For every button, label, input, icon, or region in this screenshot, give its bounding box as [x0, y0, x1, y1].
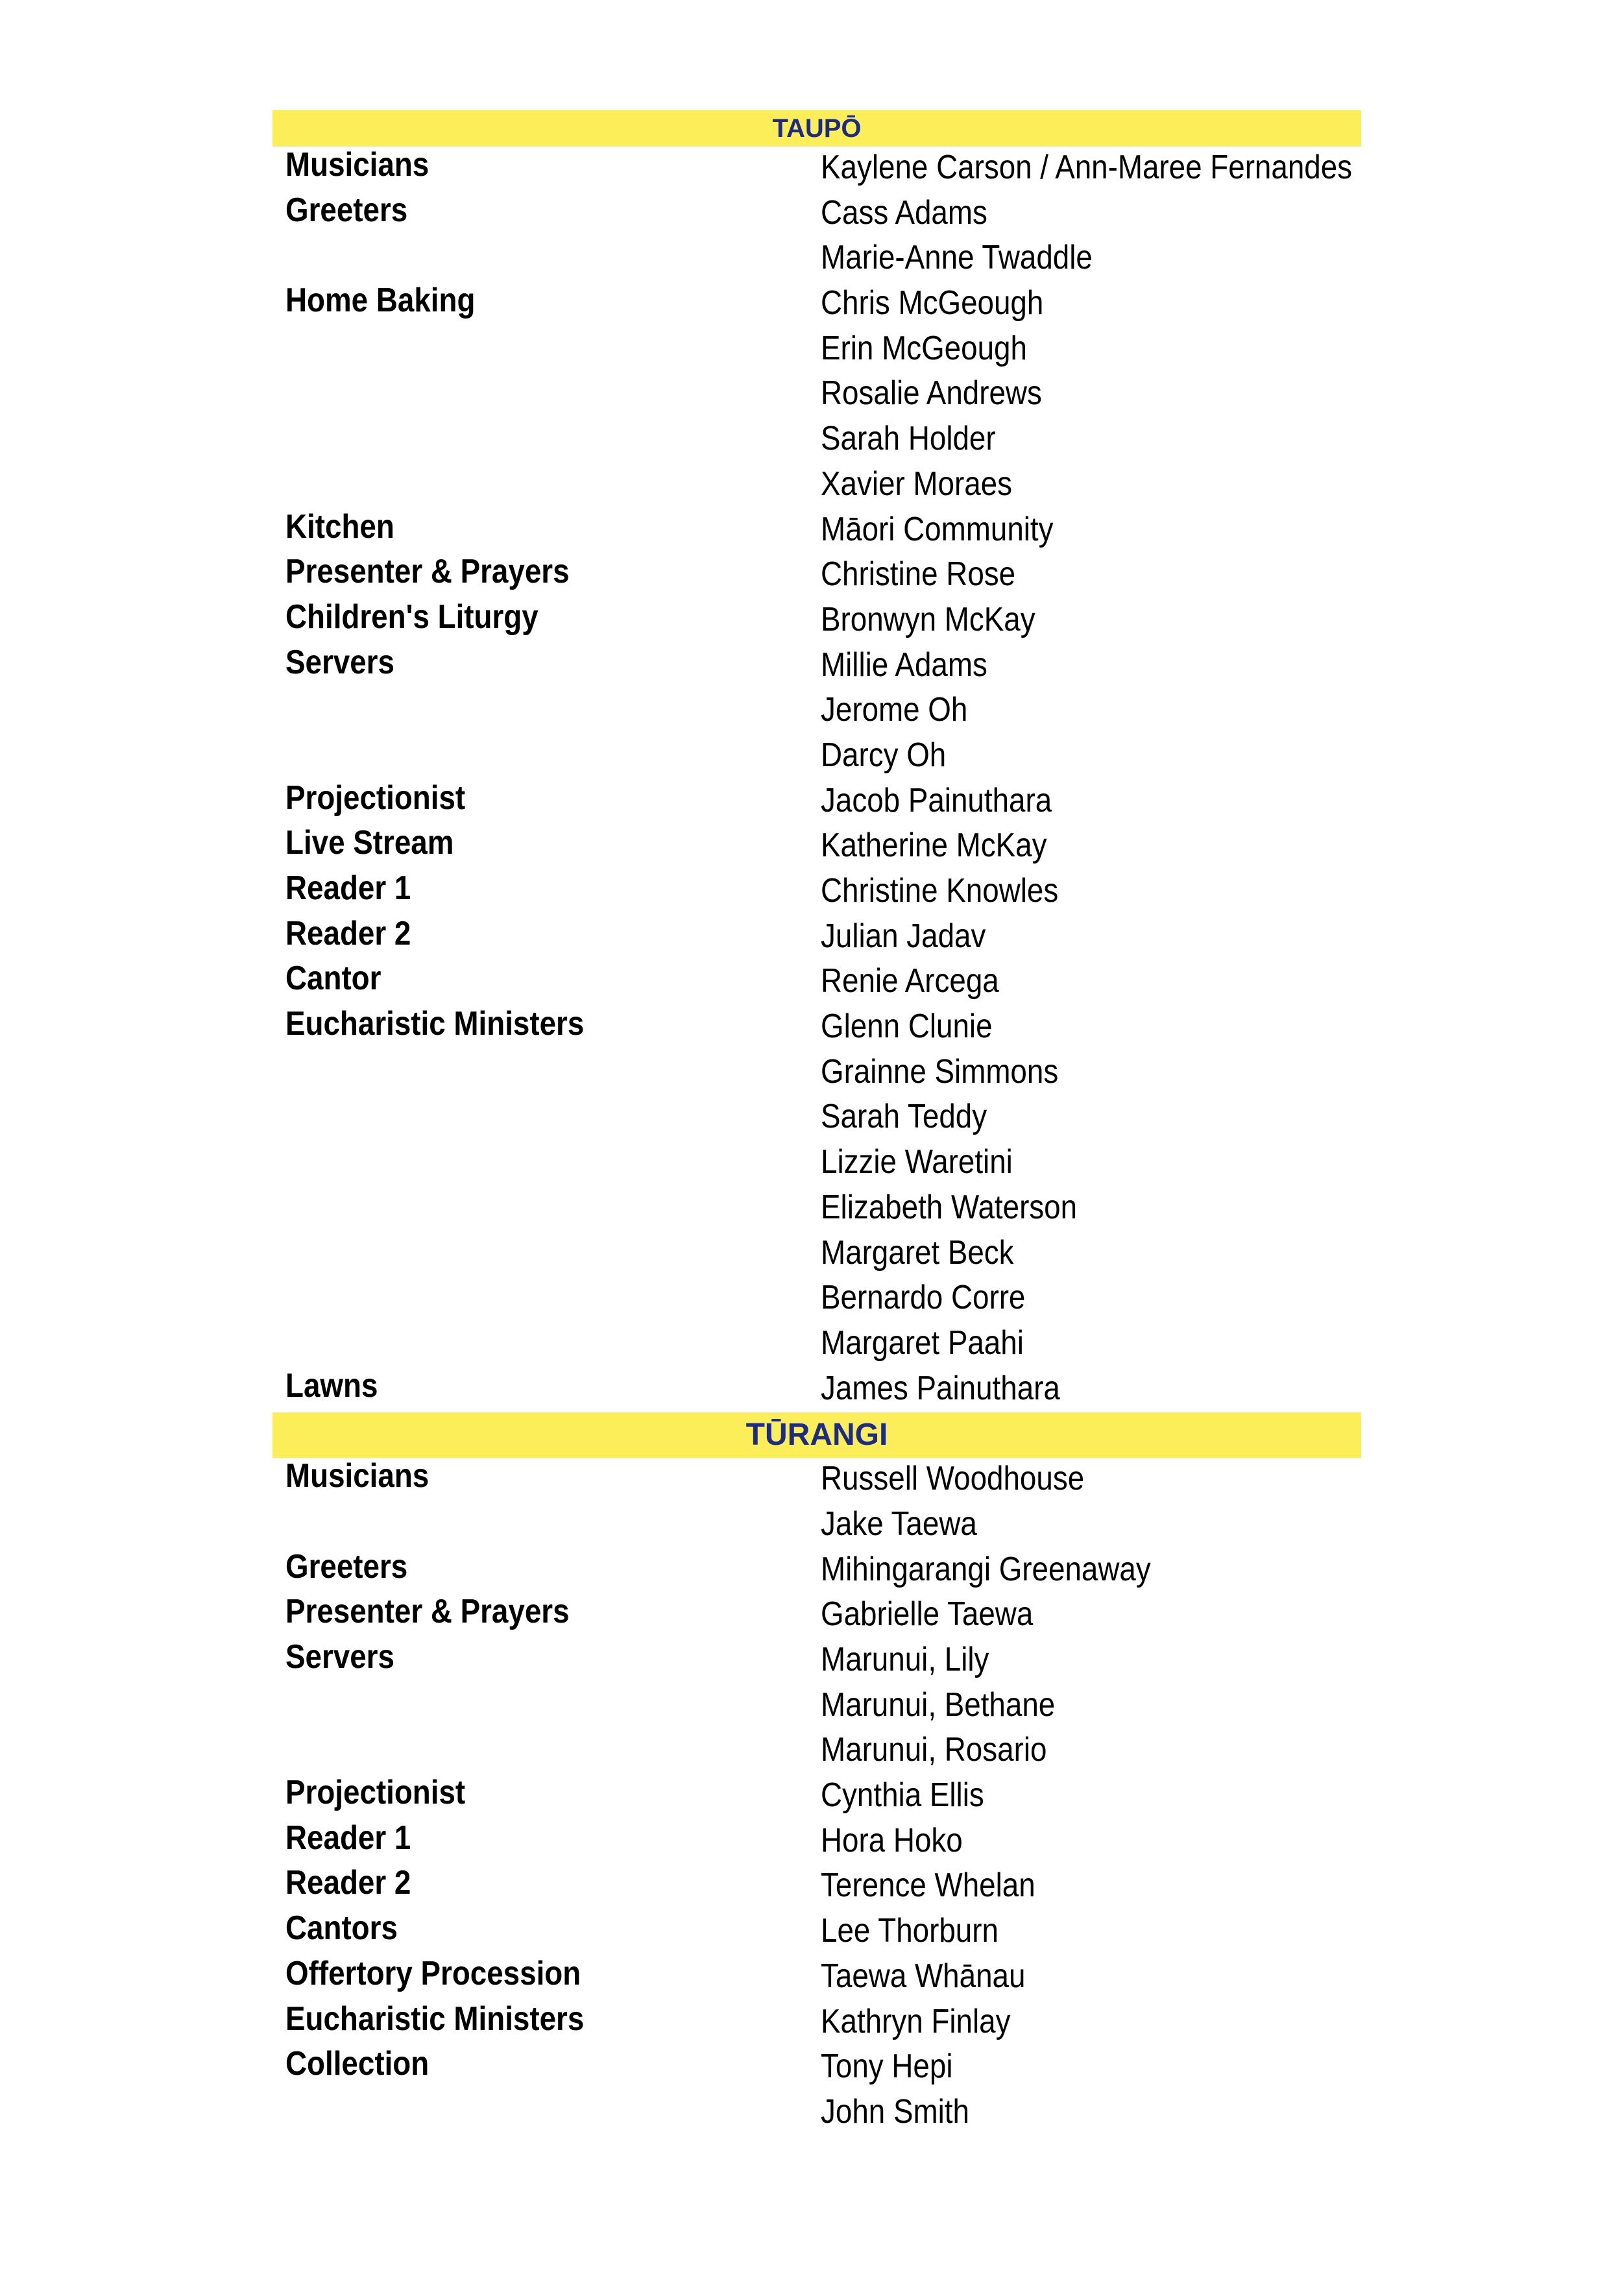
volunteer-name: Jerome Oh: [821, 691, 968, 729]
role-label: Eucharistic Ministers: [285, 1005, 585, 1043]
section-rows-turangi: [272, 1458, 1361, 2136]
volunteer-name: Sarah Holder: [821, 420, 996, 458]
volunteer-name: Gabrielle Taewa: [821, 1595, 1034, 1634]
role-label: Collection: [285, 2045, 430, 2083]
roster-row: [272, 1187, 1361, 1232]
role-label: Offertory Procession: [285, 1954, 581, 1992]
volunteer-name: Glenn Clunie: [821, 1008, 993, 1046]
role-label: Lawns: [285, 1366, 378, 1405]
roster-row: [272, 960, 1361, 1006]
role-label: Kitchen: [285, 507, 394, 546]
volunteer-name: Julian Jadav: [821, 917, 986, 955]
volunteer-name: Katherine McKay: [821, 827, 1047, 865]
section-turangi: [272, 1412, 1361, 2136]
roster-row: [272, 1096, 1361, 1141]
volunteer-name: Taewa Whānau: [821, 1957, 1026, 1995]
section-taupo: [272, 110, 1361, 1412]
roster-row: [272, 915, 1361, 961]
volunteer-name: Elizabeth Waterson: [821, 1188, 1078, 1226]
roster-row: [272, 2001, 1361, 2046]
volunteer-name: Bernardo Corre: [821, 1279, 1026, 1317]
roster-row: [272, 1322, 1361, 1368]
role-label: Servers: [285, 643, 394, 681]
volunteer-name: Christine Knowles: [821, 872, 1059, 910]
roster-row: [272, 1006, 1361, 1051]
volunteer-name: Marunui, Rosario: [821, 1731, 1047, 1769]
roster-row: [272, 463, 1361, 509]
volunteer-name: Cass Adams: [821, 193, 987, 232]
role-label: Live Stream: [285, 824, 454, 862]
roster-row: [272, 237, 1361, 282]
roster-row: [272, 328, 1361, 373]
roster-row: [272, 1141, 1361, 1187]
volunteer-name: Lee Thorburn: [821, 1912, 999, 1950]
roster-row: [272, 1910, 1361, 1955]
volunteer-name: Rosalie Andrews: [821, 374, 1042, 413]
roster-row: [272, 1277, 1361, 1322]
role-label: Projectionist: [285, 779, 466, 817]
roster-row: [272, 870, 1361, 915]
roster-row: [272, 780, 1361, 825]
roster-row: [272, 1051, 1361, 1096]
roster-row: [272, 147, 1361, 192]
volunteer-name: Marie-Anne Twaddle: [821, 239, 1093, 277]
roster-row: [272, 2091, 1361, 2136]
volunteer-name: Marunui, Bethane: [821, 1686, 1056, 1724]
role-label: Children's Liturgy: [285, 598, 539, 636]
roster-row: [272, 192, 1361, 237]
role-label: Reader 1: [285, 869, 411, 907]
role-label: Presenter & Prayers: [285, 1593, 570, 1631]
role-label: Projectionist: [285, 1774, 466, 1812]
volunteer-name: Chris McGeough: [821, 284, 1044, 322]
roster-row: [272, 1684, 1361, 1730]
section-header-taupo: TAUPŌ: [272, 110, 1361, 147]
volunteer-name: Mihingarangi Greenaway: [821, 1550, 1151, 1588]
role-label: Musicians: [285, 1457, 430, 1495]
volunteer-name: John Smith: [821, 2092, 969, 2131]
volunteer-name: Margaret Beck: [821, 1233, 1014, 1272]
roster-row: [272, 1458, 1361, 1503]
volunteer-name: Kathryn Finlay: [821, 2002, 1011, 2040]
roster-row: [272, 689, 1361, 734]
role-label: Home Baking: [285, 282, 476, 320]
role-label: Cantor: [285, 960, 381, 998]
roster-row: [272, 1368, 1361, 1413]
volunteer-name: Tony Hepi: [821, 2048, 953, 2086]
volunteer-name: Russell Woodhouse: [821, 1460, 1085, 1498]
roster-row: [272, 1729, 1361, 1774]
volunteer-name: Darcy Oh: [821, 736, 947, 774]
volunteer-name: James Painuthara: [821, 1369, 1060, 1407]
volunteer-name: Renie Arcega: [821, 962, 999, 1000]
volunteer-name: Kaylene Carson / Ann-Maree Fernandes: [821, 149, 1353, 186]
volunteer-name: Jacob Painuthara: [821, 781, 1052, 819]
volunteer-name: Margaret Paahi: [821, 1323, 1024, 1362]
volunteer-name: Xavier Moraes: [821, 465, 1013, 503]
roster-row: [272, 1503, 1361, 1549]
roster-row: [272, 282, 1361, 328]
roster-row: [272, 1774, 1361, 1820]
role-label: Reader 2: [285, 914, 411, 952]
roster-row: [272, 1549, 1361, 1594]
volunteer-name: Terence Whelan: [821, 1867, 1035, 1905]
roster-row: [272, 2046, 1361, 2091]
volunteer-name: Jake Taewa: [821, 1504, 977, 1543]
volunteer-name: Cynthia Ellis: [821, 1776, 984, 1815]
roster-row: [272, 1232, 1361, 1277]
volunteer-name: Christine Rose: [821, 555, 1016, 594]
volunteer-name: Sarah Teddy: [821, 1098, 987, 1136]
section-rows-taupo: [272, 147, 1361, 1412]
roster-row: [272, 1593, 1361, 1639]
section-header-turangi: TŪRANGI: [272, 1412, 1361, 1458]
roster-row: [272, 1820, 1361, 1865]
roster-row: [272, 372, 1361, 418]
volunteer-name: Hora Hoko: [821, 1821, 963, 1859]
volunteer-name: Māori Community: [821, 510, 1054, 548]
role-label: Greeters: [285, 191, 408, 229]
role-label: Servers: [285, 1638, 394, 1676]
roster-row: [272, 599, 1361, 644]
volunteer-name: Erin McGeough: [821, 329, 1027, 367]
roster-row: [272, 509, 1361, 554]
role-label: Cantors: [285, 1909, 398, 1948]
volunteer-name: Grainne Simmons: [821, 1052, 1059, 1091]
roster-row: [272, 734, 1361, 780]
role-label: Reader 1: [285, 1819, 411, 1857]
volunteer-name: Lizzie Waretini: [821, 1143, 1013, 1181]
role-label: Greeters: [285, 1547, 408, 1586]
roster-row: [272, 553, 1361, 599]
role-label: Eucharistic Ministers: [285, 2000, 585, 2038]
roster-row: [272, 418, 1361, 463]
roster-row: [272, 1639, 1361, 1684]
roster-row: [272, 1955, 1361, 2001]
role-label: Presenter & Prayers: [285, 553, 570, 591]
roster-sheet: [272, 110, 1361, 2136]
role-label: Reader 2: [285, 1864, 411, 1902]
roster-row: [272, 825, 1361, 870]
volunteer-name: Millie Adams: [821, 646, 987, 684]
roster-row: [272, 1865, 1361, 1910]
role-label: Musicians: [285, 146, 430, 184]
volunteer-name: Marunui, Lily: [821, 1641, 989, 1678]
roster-row: [272, 644, 1361, 690]
volunteer-name: Bronwyn McKay: [821, 600, 1035, 638]
